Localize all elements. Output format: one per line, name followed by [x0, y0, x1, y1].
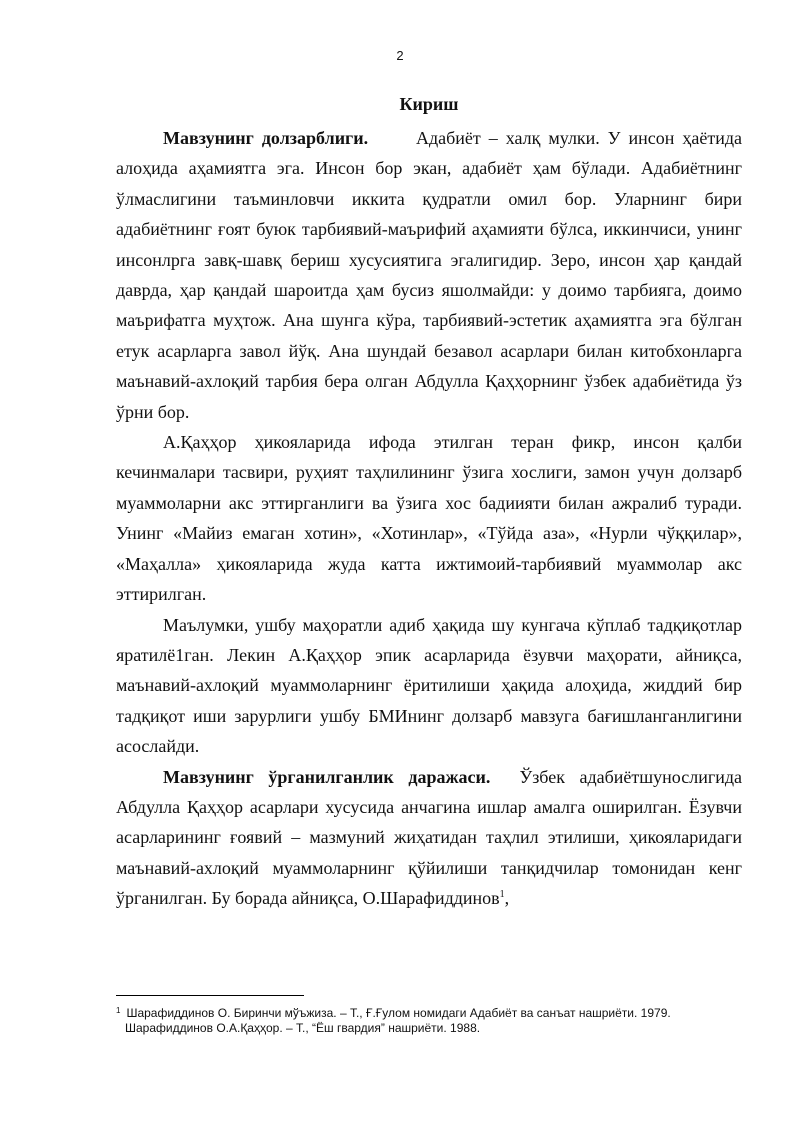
- footnote-item: [116, 1003, 746, 1021]
- footnote-reference[interactable]: 1: [499, 889, 505, 901]
- footnote-item: [116, 1021, 746, 1036]
- body-text: [116, 123, 742, 914]
- paragraph-tail: ,: [504, 888, 510, 909]
- footnote-text: Шарафиддинов О. Биринчи мўъжиза. – Т., Ғ.Ғулом номидаги Адабиёт ва санъат нашриёти. 1979.: [126, 1006, 671, 1020]
- paragraph-research: [116, 610, 742, 762]
- footnotes: [116, 1003, 746, 1036]
- paragraph-text: А.Қаҳҳор ҳикояларида ифода этилган теран фикр, инсон қалби кечинмалари тасвири, руҳият таҳлилининг ўзига хослиги, замон учун долзарб муаммоларни акс эттирганлиги ва ўзига хос бадиияти билан ажралиб туради. Унинг «Майиз емаган хотин», «Хотинлар», «Тўйда аза», «Нурли чўққилар», «Маҳалла» ҳикояларида жуда катта ижтимоий-тарбиявий муаммолар акс эттирилган.: [116, 432, 742, 605]
- paragraph-study-degree: [116, 762, 742, 914]
- footnote-text: Шарафиддинов О.А.Қаҳҳор. – Т., “Ёш гвардия” нашриёти. 1988.: [125, 1021, 481, 1035]
- section-title: Кириш: [399, 94, 459, 114]
- paragraph-heading-study-degree: Мавзунинг ўрганилганлик даражаси.: [163, 766, 491, 787]
- paragraph-text: Маълумки, ушбу маҳоратли адиб ҳақида шу кунгача кўплаб тадқиқотлар яратилё1ган. Лекин А.Қаҳҳор эпик асарларида ёзувчи маҳорати, айниқса, маънавий-ахлоқий муаммоларнинг ёритилиши ҳақида алоҳида, жиддий бир тадқиқот иши зарурлиги ушбу БМИнинг долзарб мавзуга бағишланганлигини асослайди.: [116, 614, 742, 757]
- paragraph-heading-relevance: Мавзунинг долзарблиги.: [163, 128, 369, 148]
- paragraph-relevance: [116, 123, 742, 427]
- page-number: 2: [396, 48, 404, 63]
- paragraph-text: Адабиёт – халқ мулки. У инсон ҳаётида алоҳида аҳамиятга эга. Инсон бор экан, адабиёт ҳам бўлади. Адабиётнинг ўлмаслигини таъминловчи иккита қудратли омил бор. Уларнинг бири адабиётнинг ғоят буюк тарбиявий-маърифий аҳамияти бўлса, иккинчиси, унинг инсонлрга завқ-шавқ бериш хусусиятига эгалигидир. Зеро, инсон ҳар қандай даврда, ҳар қандай шароитда ҳам бусиз яшолмайди: у доимо тарбияга, доимо маърифатга муҳтож. Ана шунга кўра, тарбиявий-эстетик аҳамиятга эга бўлган етук асарларга завол йўқ. Ана шундай безавол асарлари билан китобхонларга маънавий-ахлоқий тарбия бера олган Абдулла Қаҳҳорнинг ўзбек адабиётида ўз ўрни бор.: [116, 128, 742, 422]
- footnote-separator: [116, 995, 304, 996]
- paragraph-text: Ўзбек адабиётшунослигида Абдулла Қаҳҳор асарлари хусусида анчагина ишлар амалга оширилган. Ёзувчи асарларининг ғоявий – мазмуний жиҳатидан таҳлил этилиши, ҳикояларидаги маънавий-ахлоқий муаммоларнинг қўйилиши танқидчилар томонидан кенг ўрганилган. Бу борада айниқса, О.Шарафиддинов: [116, 766, 742, 909]
- paragraph-stories: [116, 427, 742, 609]
- footnote-mark: 1: [116, 1006, 121, 1015]
